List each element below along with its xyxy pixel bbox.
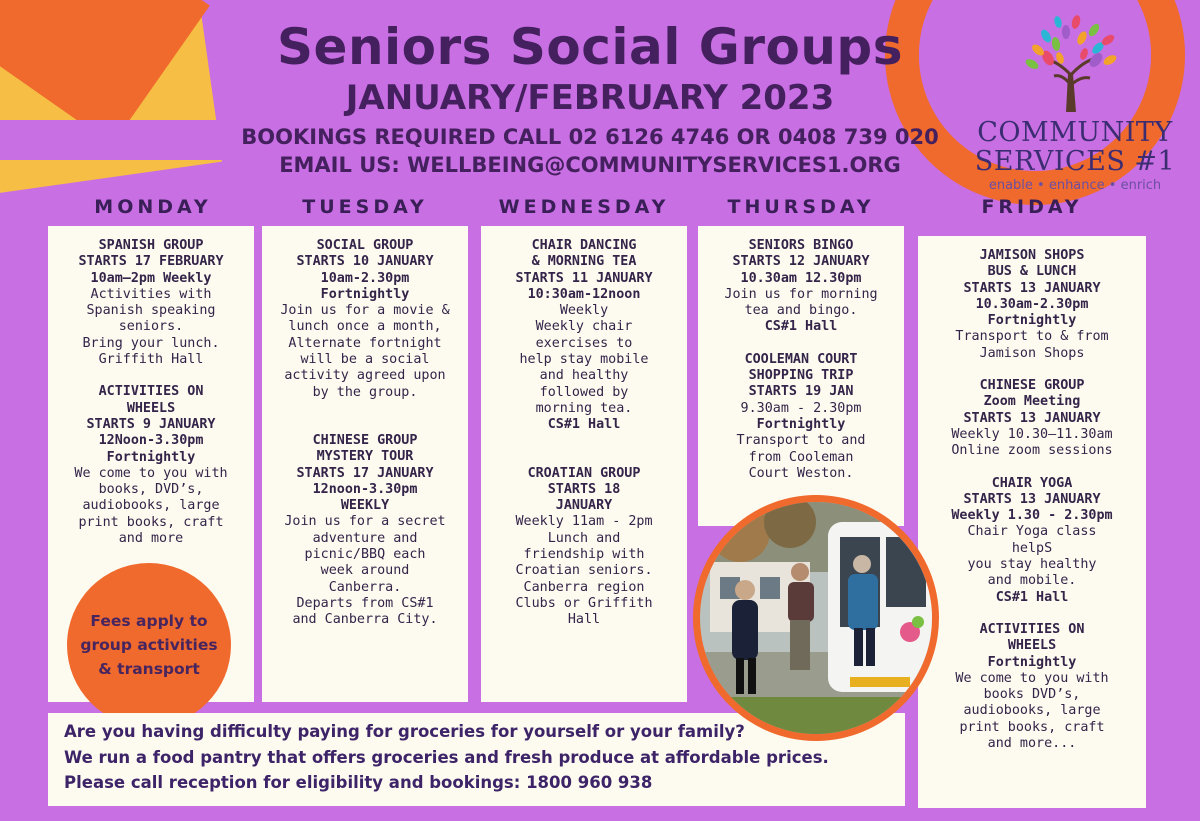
wednesday-line: Clubs or Griffith	[515, 595, 653, 611]
day-heading-friday: FRIDAY	[981, 196, 1083, 218]
thursday-line: SENIORS BINGO	[748, 238, 854, 253]
logo-name-line1: COMMUNITY	[977, 117, 1173, 148]
friday-line: Transport to & from	[955, 329, 1109, 345]
monday-line: print books, craft	[78, 514, 224, 530]
monday-line: Fortnightly	[106, 449, 196, 465]
friday-line: print books, craft	[959, 719, 1105, 735]
friday-line: and more...	[987, 736, 1077, 752]
thursday-card	[698, 226, 904, 526]
thursday-line: Fortnightly	[756, 416, 846, 432]
tuesday-line: SOCIAL GROUP	[316, 238, 414, 253]
thursday-line: Join us for morning	[724, 286, 878, 302]
friday-line: Weekly 1.30 - 2.30pm	[951, 508, 1113, 524]
thursday-line: tea and bingo.	[744, 303, 858, 319]
tuesday-line: Join us for a secret	[284, 514, 446, 530]
monday-line: Bring your lunch.	[82, 335, 220, 351]
monday-line: books, DVD’s,	[98, 482, 204, 498]
spacer	[922, 606, 1142, 622]
thursday-line: Transport to and	[736, 433, 866, 449]
friday-line: books DVD’s,	[983, 687, 1081, 703]
tuesday-line: Join us for a movie &	[280, 303, 450, 319]
tuesday-line: and Canberra City.	[292, 612, 438, 628]
friday-line: audiobooks, large	[963, 703, 1101, 719]
friday-line: CHAIR YOGA	[991, 475, 1073, 491]
pantry-line3: Please call reception for eligibility and bookings: 1800 960 938	[64, 773, 653, 792]
friday-card	[918, 236, 1146, 808]
wednesday-card	[481, 226, 687, 702]
fees-notice-badge	[67, 563, 231, 727]
wednesday-line: Weekly	[559, 303, 609, 319]
spacer	[922, 460, 1142, 476]
tuesday-card	[262, 226, 468, 702]
friday-line: STARTS 13 JANUARY	[963, 410, 1101, 426]
friday-line: JAMISON SHOPS	[979, 248, 1085, 263]
tuesday-line: Canberra.	[328, 579, 402, 595]
email-line: EMAIL US: WELLBEING@COMMUNITYSERVICES1.ORG	[279, 153, 901, 177]
friday-line: Fortnightly	[987, 654, 1077, 670]
thursday-line: from Cooleman	[748, 449, 854, 465]
wednesday-line: 10:30am-12noon	[527, 286, 641, 302]
tuesday-line: will be a social	[300, 352, 430, 368]
tuesday-line: WEEKLY	[340, 498, 390, 514]
spacer	[485, 450, 683, 466]
tuesday-line: picnic/BBQ each	[304, 547, 426, 563]
friday-line: Zoom Meeting	[983, 394, 1081, 410]
tuesday-line: activity agreed upon	[284, 368, 446, 384]
friday-line: 10.30am-2.30pm	[975, 296, 1089, 312]
wednesday-line: exercises to	[535, 335, 633, 351]
tuesday-line: STARTS 17 JANUARY	[296, 465, 434, 481]
wednesday-line: Croatian seniors.	[515, 563, 653, 579]
wednesday-line: CROATIAN GROUP	[527, 465, 641, 481]
tuesday-line: by the group.	[312, 384, 418, 400]
tuesday-line: STARTS 10 JANUARY	[296, 254, 434, 270]
monday-line: We come to you with	[74, 465, 228, 481]
monday-line: STARTS 9 JANUARY	[86, 416, 216, 432]
monday-line: Activities with	[90, 286, 212, 302]
page-title: Seniors Social Groups	[277, 18, 903, 76]
wednesday-line: Weekly chair	[535, 319, 633, 335]
friday-line: CS#1 Hall	[995, 589, 1069, 605]
monday-line: seniors.	[118, 319, 184, 335]
friday-line: Chair Yoga class	[967, 524, 1097, 540]
thursday-line: 9.30am - 2.30pm	[740, 400, 862, 416]
seniors-boarding-bus-photo	[700, 502, 932, 734]
friday-line: ACTIVITIES ON	[979, 621, 1085, 637]
pantry-line1: Are you having difficulty paying for groceries for yourself or your family?	[64, 722, 745, 741]
wednesday-line: help stay mobile	[519, 352, 649, 368]
tuesday-line: 10am-2.30pm	[320, 270, 410, 286]
friday-line: Online zoom sessions	[951, 443, 1113, 459]
wednesday-line: & MORNING TEA	[531, 254, 637, 270]
wednesday-line: Canberra region	[523, 579, 645, 595]
wednesday-line: STARTS 11 JANUARY	[515, 270, 653, 286]
wednesday-line: CHAIR DANCING	[531, 238, 637, 253]
friday-line: Weekly 10.30–11.30am	[951, 426, 1113, 442]
spacer	[266, 417, 464, 433]
spacer	[266, 401, 464, 417]
fees-line2: group activities	[80, 636, 218, 654]
spacer	[52, 368, 250, 384]
friday-line: WHEELS	[1007, 638, 1057, 654]
friday-line: you stay healthy	[967, 557, 1097, 573]
friday-line: and mobile.	[987, 573, 1077, 589]
day-heading-thursday: THURSDAY	[727, 196, 875, 218]
spacer	[922, 362, 1142, 378]
spacer	[485, 434, 683, 450]
thursday-line: Court Weston.	[748, 465, 854, 481]
thursday-line: CS#1 Hall	[764, 319, 838, 335]
tuesday-line: week around	[320, 563, 410, 579]
friday-line: STARTS 13 JANUARY	[963, 491, 1101, 507]
friday-line: Jamison Shops	[979, 345, 1085, 361]
tuesday-line: lunch once a month,	[288, 319, 442, 335]
friday-line: We come to you with	[955, 670, 1109, 686]
wednesday-line: CS#1 Hall	[547, 417, 621, 433]
monday-line: Spanish speaking	[86, 303, 216, 319]
monday-line: SPANISH GROUP	[98, 238, 204, 253]
thursday-line: SHOPPING TRIP	[748, 368, 854, 384]
spacer	[702, 336, 900, 352]
monday-line: 10am–2pm Weekly	[90, 270, 212, 286]
friday-line: BUS & LUNCH	[987, 264, 1077, 280]
day-heading-wednesday: WEDNESDAY	[498, 196, 670, 218]
pantry-line2: We run a food pantry that offers groceries and fresh produce at affordable prices.	[64, 747, 829, 767]
friday-line: STARTS 13 JANUARY	[963, 280, 1101, 296]
friday-line: helpS	[1011, 540, 1053, 556]
monday-line: audiobooks, large	[82, 498, 220, 514]
thursday-line: STARTS 12 JANUARY	[732, 254, 870, 270]
bookings-line: BOOKINGS REQUIRED CALL 02 6126 4746 OR 0408 739 020	[241, 125, 939, 149]
tuesday-line: MYSTERY TOUR	[316, 449, 414, 465]
community-services-logo	[970, 10, 1180, 200]
day-heading-monday: MONDAY	[94, 196, 212, 218]
logo-name-line2: SERVICES #1	[974, 146, 1176, 177]
day-heading-tuesday: TUESDAY	[302, 196, 428, 218]
friday-line: Fortnightly	[987, 313, 1077, 329]
monday-line: and more	[118, 531, 184, 547]
tree-logo-icon	[1018, 14, 1128, 114]
monday-line: Griffith Hall	[98, 352, 204, 368]
thursday-line: COOLEMAN COURT	[744, 351, 858, 367]
fees-line3: & transport	[98, 660, 200, 678]
monday-line: 12Noon-3.30pm	[98, 433, 204, 449]
thursday-line: 10.30am 12.30pm	[740, 270, 862, 286]
monday-line: WHEELS	[126, 400, 176, 416]
wednesday-line: followed by	[539, 384, 629, 400]
fees-line1: Fees apply to	[90, 612, 208, 630]
friday-line: CHINESE GROUP	[979, 378, 1085, 394]
wednesday-line: STARTS 18	[547, 481, 621, 497]
wednesday-line: and healthy	[539, 368, 629, 384]
purple-decor-band	[0, 120, 230, 160]
thursday-line: STARTS 19 JAN	[748, 384, 854, 400]
wednesday-line: Lunch and	[547, 530, 621, 546]
tuesday-line: CHINESE GROUP	[312, 432, 418, 448]
tuesday-line: Alternate fortnight	[288, 335, 442, 351]
tuesday-line: 12noon-3.30pm	[312, 481, 418, 497]
tuesday-line: adventure and	[312, 530, 418, 546]
monday-line: STARTS 17 FEBRUARY	[78, 254, 224, 270]
wednesday-line: JANUARY	[555, 498, 613, 514]
wednesday-line: morning tea.	[535, 400, 633, 416]
page-subtitle: JANUARY/FEBRUARY 2023	[345, 78, 835, 118]
tuesday-line: Fortnightly	[320, 286, 410, 302]
wednesday-line: Hall	[567, 612, 601, 628]
logo-tagline: enable • enhance • enrich	[988, 178, 1162, 193]
wednesday-line: friendship with	[523, 547, 645, 563]
tuesday-line: Departs from CS#1	[296, 595, 434, 611]
monday-line: ACTIVITIES ON	[98, 384, 204, 400]
wednesday-line: Weekly 11am - 2pm	[515, 514, 653, 530]
